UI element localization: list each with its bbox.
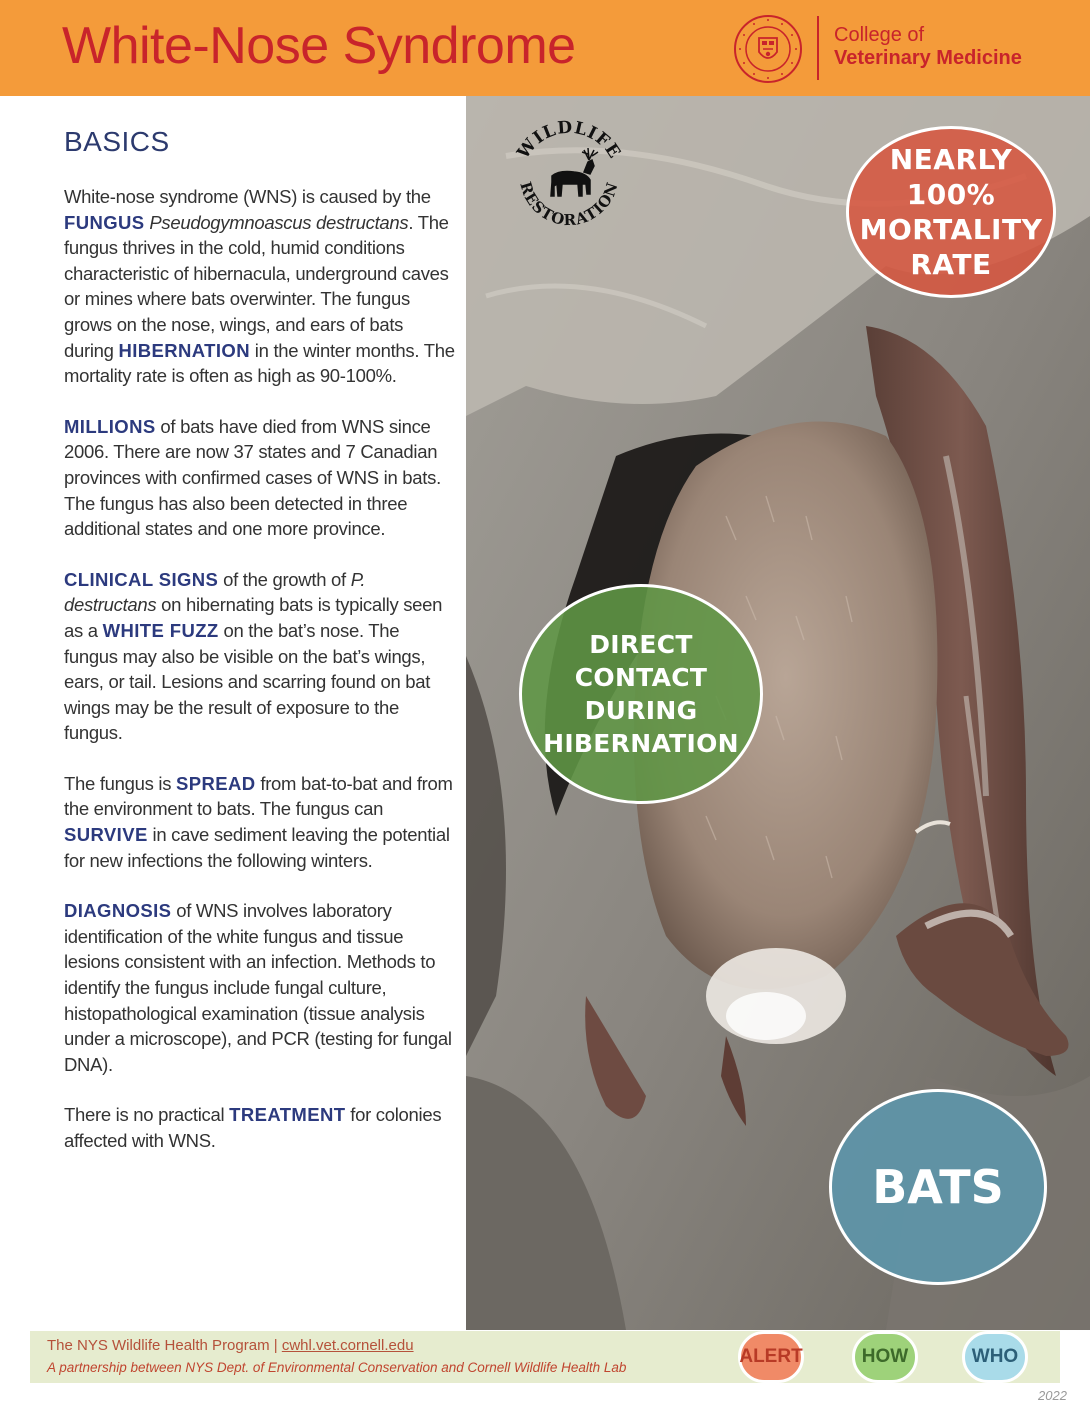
text: The fungus is <box>64 772 177 794</box>
mortality-line4: RATE <box>910 248 992 281</box>
paragraph-treatment <box>64 1102 456 1153</box>
svg-text:WILDLIFE <box>513 118 625 164</box>
paragraph-spread <box>64 771 456 873</box>
publication-year: 2022 <box>1038 1388 1067 1403</box>
text: for colonies affected with WNS. <box>64 1104 442 1151</box>
keyword-survive: SURVIVE <box>64 824 148 846</box>
mortality-line3: MORTALITY <box>859 213 1043 246</box>
text: of WNS involves laboratory identification of the white fungus and tissue lesions consistent with an infection. Methods to identify the fungus include fungal culture, histopathological examination (tissue analysis under a microscope), and PCR (testing for fungal DNA). <box>64 900 452 1075</box>
text: on hibernating bats is typically seen as a <box>64 594 443 641</box>
badge-bottom-text: RESTORATION <box>516 179 622 230</box>
program-url-link[interactable]: cwhl.vet.cornell.edu <box>281 1337 414 1354</box>
paragraph-clinical-signs <box>64 567 456 746</box>
svg-text:RESTORATION <box>516 180 621 230</box>
contact-line4: HIBERNATION <box>543 729 739 758</box>
college-line1: College of <box>834 24 925 46</box>
footer-program <box>47 1337 414 1354</box>
keyword-hibernation: HIBERNATION <box>118 339 250 361</box>
keyword-millions: MILLIONS <box>64 415 156 437</box>
who-button[interactable]: WHO <box>962 1331 1028 1383</box>
text: in cave sediment leaving the potential for new infections the following winters. <box>64 824 450 871</box>
text: There is no practical <box>64 1104 230 1126</box>
cornell-seal-icon <box>733 14 803 84</box>
page-title: White-Nose Syndrome <box>62 17 576 75</box>
mortality-line1: NEARLY <box>889 143 1013 176</box>
keyword-white-fuzz: WHITE FUZZ <box>102 619 219 641</box>
paragraph-cause <box>64 184 456 389</box>
paragraph-millions <box>64 414 456 542</box>
text: . The fungus thrives in the cold, humid conditions characteristic of hibernacula, underground caves or mines where bats overwinter. The fungus grows on the nose, wings, and ears of bats during <box>64 211 449 361</box>
footer-partnership: A partnership between NYS Dept. of Environmental Conservation and Cornell Wildlife Health Lab <box>47 1360 627 1375</box>
basics-column <box>64 126 456 1179</box>
contact-line3: DURING <box>584 696 698 725</box>
badge-top-text: WILDLIFE <box>513 117 625 163</box>
college-line2: Veterinary Medicine <box>834 47 1022 69</box>
text: White-nose syndrome (WNS) is caused by the <box>64 186 431 207</box>
contact-line1: DIRECT <box>589 630 693 659</box>
text: from bat-to-bat and from the environment to bats. The fungus can <box>64 772 453 820</box>
how-button[interactable]: HOW <box>852 1331 918 1383</box>
mortality-callout <box>846 126 1056 298</box>
text: on the bat’s nose. The fungus may also be visible on the bat’s wings, ears, or tail. Lesions and scarring found on bat wings may be the result of exposure to the fungus. <box>64 619 431 744</box>
keyword-spread: SPREAD <box>176 772 256 794</box>
section-heading-basics: BASICS <box>64 126 170 157</box>
species-name: P. destructans <box>64 568 366 616</box>
species-callout: BATS <box>829 1089 1047 1285</box>
keyword-diagnosis: DIAGNOSIS <box>64 900 172 922</box>
transmission-callout <box>519 584 763 804</box>
college-logo-text <box>834 24 1022 70</box>
keyword-fungus: FUNGUS <box>64 211 145 233</box>
program-name: The NYS Wildlife Health Program | <box>47 1337 282 1354</box>
paragraph-diagnosis <box>64 898 456 1077</box>
text: in the winter months. The mortality rate is often as high as 90-100%. <box>64 339 455 387</box>
alert-button[interactable]: ALERT <box>738 1331 804 1383</box>
wildlife-restoration-logo-icon <box>504 110 634 240</box>
keyword-clinical-signs: CLINICAL SIGNS <box>64 568 219 590</box>
text: of the growth of <box>218 568 351 590</box>
header-divider <box>817 16 819 80</box>
mortality-line2: 100% <box>906 178 996 211</box>
species-name: Pseudogymnoascus destructans <box>149 211 409 233</box>
text: of bats have died from WNS since 2006. There are now 37 states and 7 Canadian provinces with confirmed cases of WNS in bats. The fungus has also been detected in three additional states and one more province. <box>64 415 441 540</box>
keyword-treatment: TREATMENT <box>229 1104 346 1126</box>
contact-line2: CONTACT <box>574 663 708 692</box>
